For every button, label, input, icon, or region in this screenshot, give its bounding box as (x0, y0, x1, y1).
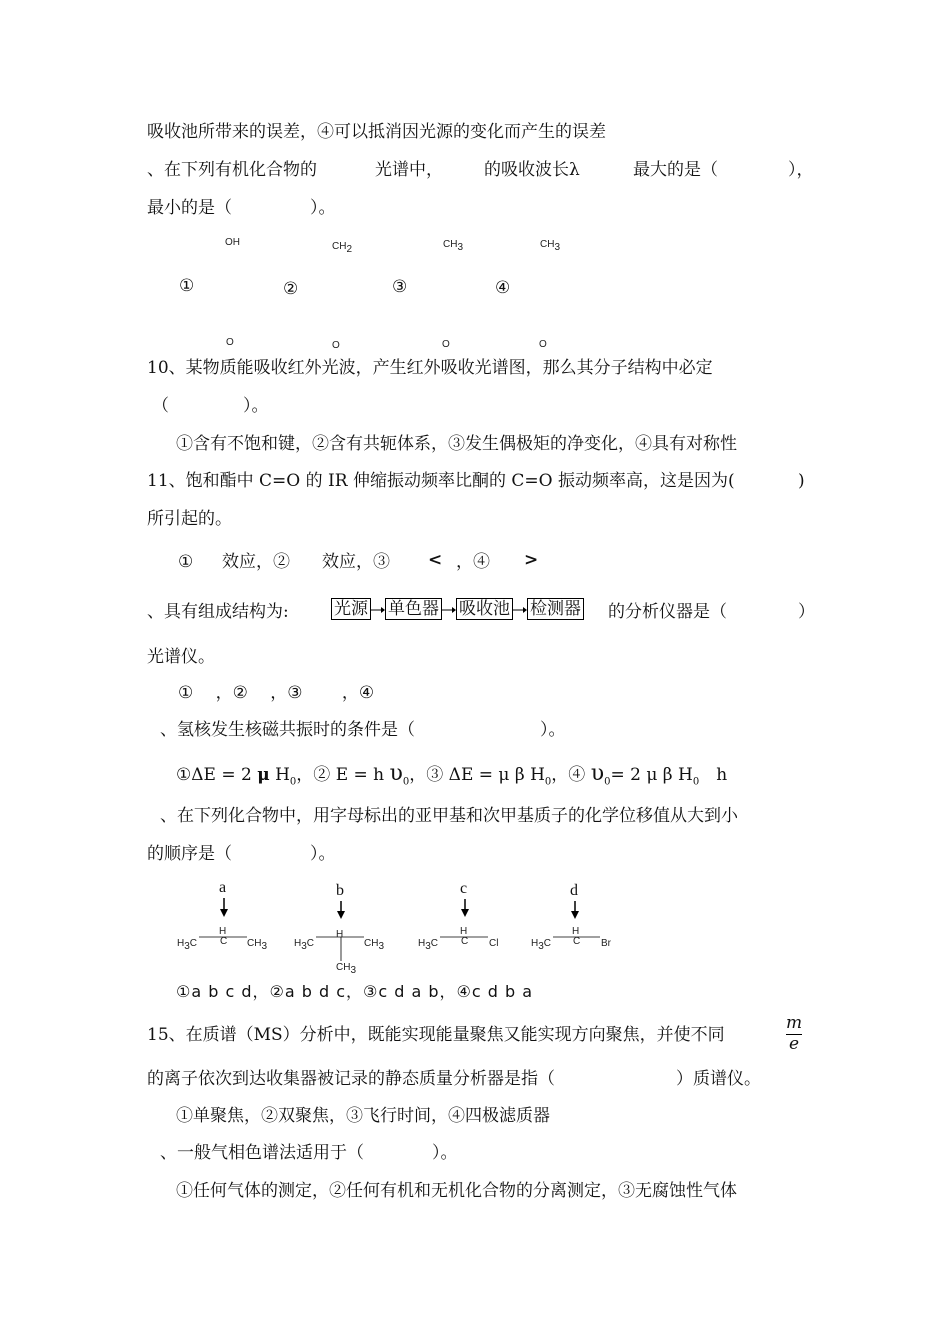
option-circle-4: ④ (495, 278, 511, 298)
q16-text: 、一般气相色谱法适用于（ (160, 1143, 364, 1163)
mol-bottom-3: O (442, 339, 450, 350)
mol-d-h: H (572, 926, 580, 937)
arrow-down-icon (220, 909, 228, 917)
q13-text: 、氢核发生核磁共振时的条件是（ (160, 720, 415, 740)
q15-paren-close: ）质谱仪。 (676, 1069, 761, 1089)
q14-options: ①a b c d，②a b d c，③c d a b，④c d b a (176, 982, 534, 1001)
mol-c: $H_3C$ (418, 938, 439, 952)
q9-text-f: 最小的是（ (147, 198, 232, 218)
q15-text: 15、在质谱（MS）分析中，既能实现能量聚焦又能实现方向聚焦，并使不同 (147, 1025, 725, 1045)
option-circle-2: ② (283, 279, 299, 299)
q14-text-b: 的顺序是（ (147, 844, 232, 864)
label-d: d (570, 882, 578, 899)
q16-options: ①任何气体的测定，②任何有机和无机化合物的分离测定，③无腐蚀性气体 (176, 1181, 737, 1201)
mol-d-br: Br (601, 938, 611, 949)
mol-d-c: C (573, 936, 581, 947)
mol-top-2: $CH_2$ (332, 241, 353, 255)
option-circle-3: ③ (392, 277, 408, 297)
q12-paren-close: ） (798, 602, 815, 622)
mol-bottom-1: O (226, 337, 234, 348)
q9-text-a: 、在下列有机化合物的 (147, 160, 317, 180)
q13-options: ①ΔE = 2 μ $H_0$，② E = h $\upsilon_0$，③ ΔE = μ β $H_0$，④ $\upsilon_0= 2$ μ β $H_0$ h (176, 761, 728, 788)
mol-top-3: $CH_3$ (443, 239, 464, 253)
q15-text-b: 的离子依次到达收集器被记录的静态质量分析器是指（ (147, 1069, 555, 1089)
mol-b-r: $CH_3$ (364, 938, 385, 952)
mol-top-1: OH (225, 237, 240, 248)
mol-b-down: $CH_3$ (336, 962, 357, 976)
box-detector: 检测器 (527, 598, 584, 620)
q9-text-g: ）。 (310, 198, 336, 218)
q11-opt-4: ，④ (456, 552, 490, 572)
mol-a-c: C (220, 936, 228, 947)
mol-top-4: $CH_3$ (540, 239, 561, 253)
q10-text: 10、某物质能吸收红外光波，产生红外吸收光谱图，那么其分子结构中必定 (147, 358, 713, 378)
q11-greater-than: > (524, 550, 539, 570)
q12-text-c: 光谱仪。 (147, 647, 215, 667)
mol-bottom-4: O (539, 339, 547, 350)
mol-a: $H_3C$ (177, 938, 198, 952)
q11-opt-1: ① (178, 552, 194, 572)
box-monochromator: 单色器 (385, 598, 442, 620)
q12-text-b: 的分析仪器是（ (608, 602, 727, 622)
mol-c-h: H (460, 926, 468, 937)
q16-paren-close: ）。 (432, 1143, 458, 1163)
q11-text-b: 所引起的。 (147, 509, 232, 529)
label-a: a (219, 879, 227, 896)
arrow-down-icon (571, 911, 579, 919)
q10-paren-close: ）。 (243, 396, 269, 416)
mol-a-h: H (219, 926, 227, 937)
q14-paren-close: ）。 (310, 844, 336, 864)
fraction-m-over-e: m e (785, 1013, 803, 1054)
q11-paren-close: ) (798, 471, 805, 491)
box-sample-cell: 吸收池 (456, 598, 513, 620)
q12-options: ① ，② ，③ ，④ (178, 683, 375, 703)
q15-options: ①单聚焦，②双聚焦，③飞行时间，④四极滤质器 (176, 1106, 550, 1126)
mol-c-c: C (461, 936, 469, 947)
q11-opt-2: 效应，② (222, 552, 290, 572)
label-c: c (460, 880, 468, 897)
option-circle-1: ① (179, 276, 195, 296)
mol-a-r: $CH_3$ (247, 938, 268, 952)
label-b: b (336, 882, 344, 899)
q9-text-b: 光谱中， (375, 160, 443, 180)
mol-b: $H_3C$ (294, 938, 315, 952)
q13-paren-close: ）。 (540, 720, 566, 740)
q11-less-than: < (428, 550, 443, 570)
q11-text: 11、饱和酯中 C=O 的 IR 伸缩振动频率比酮的 C=O 振动频率高，这是因为( (147, 471, 735, 491)
q9-text-e: ）， (788, 160, 814, 180)
arrow-down-icon (337, 911, 345, 919)
mol-b-h: H (336, 929, 344, 940)
q10-options: ①含有不饱和键，②含有共轭体系，③发生偶极矩的净变化，④具有对称性 (176, 434, 737, 454)
q9-text-c: 的吸收波长λ (484, 160, 580, 180)
q14-text: 、在下列化合物中，用字母标出的亚甲基和次甲基质子的化学位移值从大到小 (160, 806, 738, 826)
text-line: 吸收池所带来的误差，④可以抵消因光源的变化而产生的误差 (147, 122, 606, 142)
arrow-down-icon (461, 909, 469, 917)
mol-d: $H_3C$ (531, 938, 552, 952)
mol-bottom-2: O (332, 340, 340, 351)
q12-text: 、具有组成结构为: (147, 602, 289, 622)
mol-c-cl: Cl (489, 938, 499, 949)
q9-text-d: 最大的是（ (633, 160, 718, 180)
box-light-source: 光源 (331, 598, 371, 620)
q11-opt-3: 效应，③ (322, 552, 390, 572)
q10-paren-open: （ (152, 396, 169, 416)
